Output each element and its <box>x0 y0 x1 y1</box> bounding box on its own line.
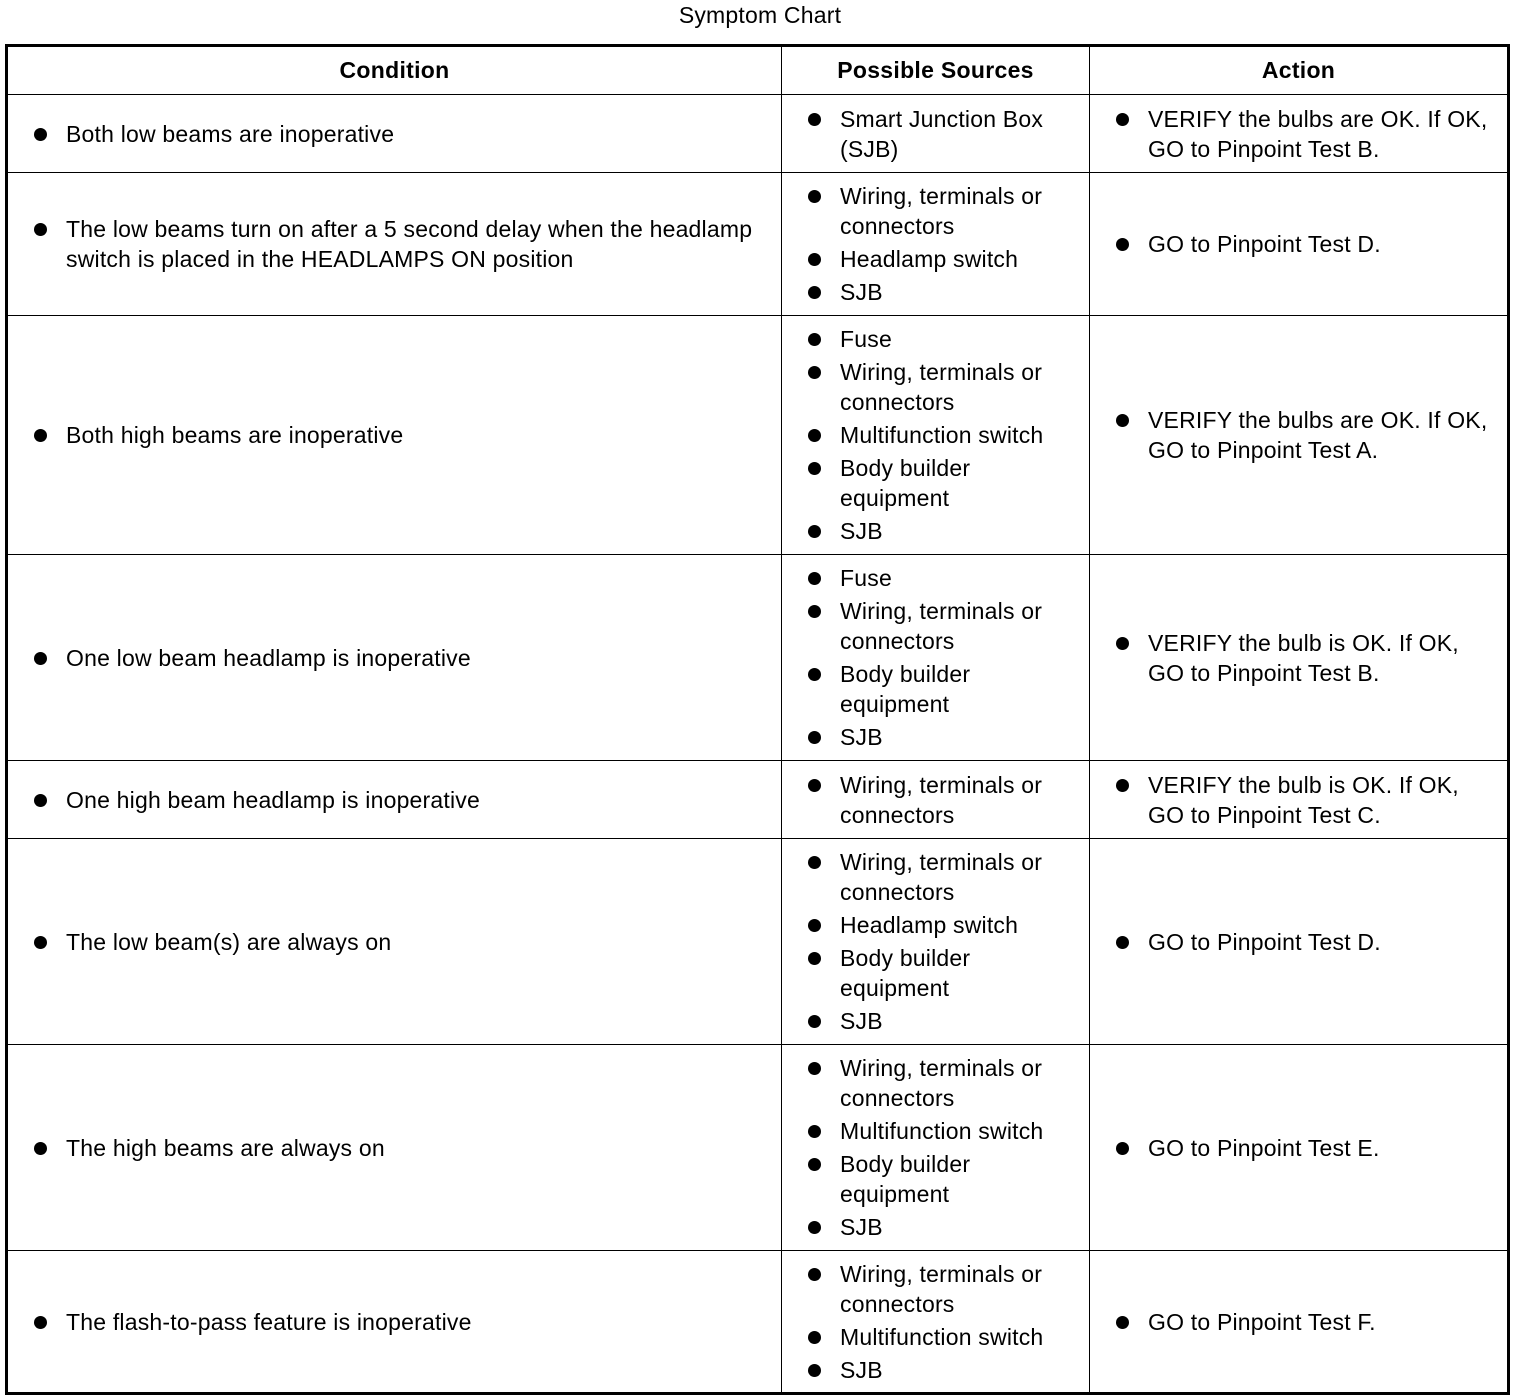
action-text: VERIFY the bulbs are OK. If OK, GO to Pinpoint Test B. <box>1148 104 1497 164</box>
source-item: Wiring, terminals or connectors <box>840 1053 1079 1113</box>
source-item: SJB <box>840 516 1079 546</box>
condition-list <box>8 785 781 815</box>
symptom-table <box>5 44 1510 1395</box>
source-item: Wiring, terminals or connectors <box>840 596 1079 656</box>
action-list <box>1090 405 1507 465</box>
condition-text: The low beam(s) are always on <box>66 927 771 957</box>
source-item: Smart Junction Box (SJB) <box>840 104 1079 164</box>
sources-list <box>782 1259 1089 1385</box>
header-row <box>7 46 1509 95</box>
source-item: Wiring, terminals or connectors <box>840 847 1079 907</box>
action-text: VERIFY the bulb is OK. If OK, GO to Pinpoint Test C. <box>1148 770 1497 830</box>
source-item: Headlamp switch <box>840 910 1079 940</box>
table-row <box>7 173 1509 316</box>
condition-text: One low beam headlamp is inoperative <box>66 643 771 673</box>
possible-sources-cell <box>782 761 1090 839</box>
source-item: SJB <box>840 1355 1079 1385</box>
possible-sources-cell <box>782 555 1090 761</box>
table-row <box>7 839 1509 1045</box>
sources-list <box>782 104 1089 164</box>
source-item: SJB <box>840 1212 1079 1242</box>
condition-cell <box>7 1045 782 1251</box>
possible-sources-header: Possible Sources <box>782 46 1090 95</box>
condition-list <box>8 214 781 274</box>
possible-sources-cell <box>782 1045 1090 1251</box>
possible-sources-cell <box>782 316 1090 555</box>
condition-list <box>8 927 781 957</box>
condition-header: Condition <box>7 46 782 95</box>
condition-text: Both low beams are inoperative <box>66 119 771 149</box>
chart-caption: Symptom Chart <box>678 2 842 28</box>
sources-list <box>782 324 1089 546</box>
condition-text: The flash-to-pass feature is inoperative <box>66 1307 771 1337</box>
table-row <box>7 316 1509 555</box>
action-text: GO to Pinpoint Test D. <box>1148 927 1497 957</box>
condition-cell <box>7 316 782 555</box>
condition-text: One high beam headlamp is inoperative <box>66 785 771 815</box>
action-list <box>1090 229 1507 259</box>
possible-sources-cell <box>782 95 1090 173</box>
table-body <box>7 95 1509 1394</box>
source-item: Wiring, terminals or connectors <box>840 357 1079 417</box>
source-item: Wiring, terminals or connectors <box>840 1259 1079 1319</box>
action-cell <box>1090 839 1509 1045</box>
action-cell <box>1090 1045 1509 1251</box>
condition-text: The high beams are always on <box>66 1133 771 1163</box>
source-item: Multifunction switch <box>840 420 1079 450</box>
source-item: Wiring, terminals or connectors <box>840 770 1079 830</box>
condition-cell <box>7 1251 782 1394</box>
action-cell <box>1090 95 1509 173</box>
condition-list <box>8 1133 781 1163</box>
possible-sources-cell <box>782 839 1090 1045</box>
action-cell <box>1090 1251 1509 1394</box>
source-item: Body builder equipment <box>840 943 1079 1003</box>
source-item: Body builder equipment <box>840 1149 1079 1209</box>
condition-cell <box>7 95 782 173</box>
action-header: Action <box>1090 46 1509 95</box>
condition-cell <box>7 761 782 839</box>
source-item: Multifunction switch <box>840 1322 1079 1352</box>
action-text: GO to Pinpoint Test F. <box>1148 1307 1497 1337</box>
source-item: Fuse <box>840 563 1079 593</box>
action-text: GO to Pinpoint Test E. <box>1148 1133 1497 1163</box>
action-list <box>1090 104 1507 164</box>
condition-cell <box>7 555 782 761</box>
sources-list <box>782 1053 1089 1242</box>
source-item: Multifunction switch <box>840 1116 1079 1146</box>
source-item: Body builder equipment <box>840 659 1079 719</box>
source-item: Body builder equipment <box>840 453 1079 513</box>
action-cell <box>1090 555 1509 761</box>
sources-list <box>782 181 1089 307</box>
condition-list <box>8 643 781 673</box>
table-row <box>7 761 1509 839</box>
table-row <box>7 1045 1509 1251</box>
table-row <box>7 1251 1509 1394</box>
condition-list <box>8 119 781 149</box>
action-text: VERIFY the bulb is OK. If OK, GO to Pinpoint Test B. <box>1148 628 1497 688</box>
action-list <box>1090 927 1507 957</box>
table-row <box>7 95 1509 173</box>
action-cell <box>1090 316 1509 555</box>
source-item: SJB <box>840 1006 1079 1036</box>
source-item: SJB <box>840 722 1079 752</box>
table-row <box>7 555 1509 761</box>
sources-list <box>782 563 1089 752</box>
sources-list <box>782 770 1089 830</box>
source-item: Wiring, terminals or connectors <box>840 181 1079 241</box>
source-item: SJB <box>840 277 1079 307</box>
condition-text: The low beams turn on after a 5 second delay when the headlamp switch is placed in the HEADLAMPS ON position <box>66 214 771 274</box>
condition-list <box>8 1307 781 1337</box>
action-text: GO to Pinpoint Test D. <box>1148 229 1497 259</box>
action-list <box>1090 1133 1507 1163</box>
source-item: Headlamp switch <box>840 244 1079 274</box>
action-cell <box>1090 761 1509 839</box>
condition-cell <box>7 839 782 1045</box>
action-list <box>1090 628 1507 688</box>
sources-list <box>782 847 1089 1036</box>
action-cell <box>1090 173 1509 316</box>
source-item: Fuse <box>840 324 1079 354</box>
action-list <box>1090 1307 1507 1337</box>
possible-sources-cell <box>782 173 1090 316</box>
action-text: VERIFY the bulbs are OK. If OK, GO to Pinpoint Test A. <box>1148 405 1497 465</box>
condition-text: Both high beams are inoperative <box>66 420 771 450</box>
possible-sources-cell <box>782 1251 1090 1394</box>
action-list <box>1090 770 1507 830</box>
condition-cell <box>7 173 782 316</box>
condition-list <box>8 420 781 450</box>
